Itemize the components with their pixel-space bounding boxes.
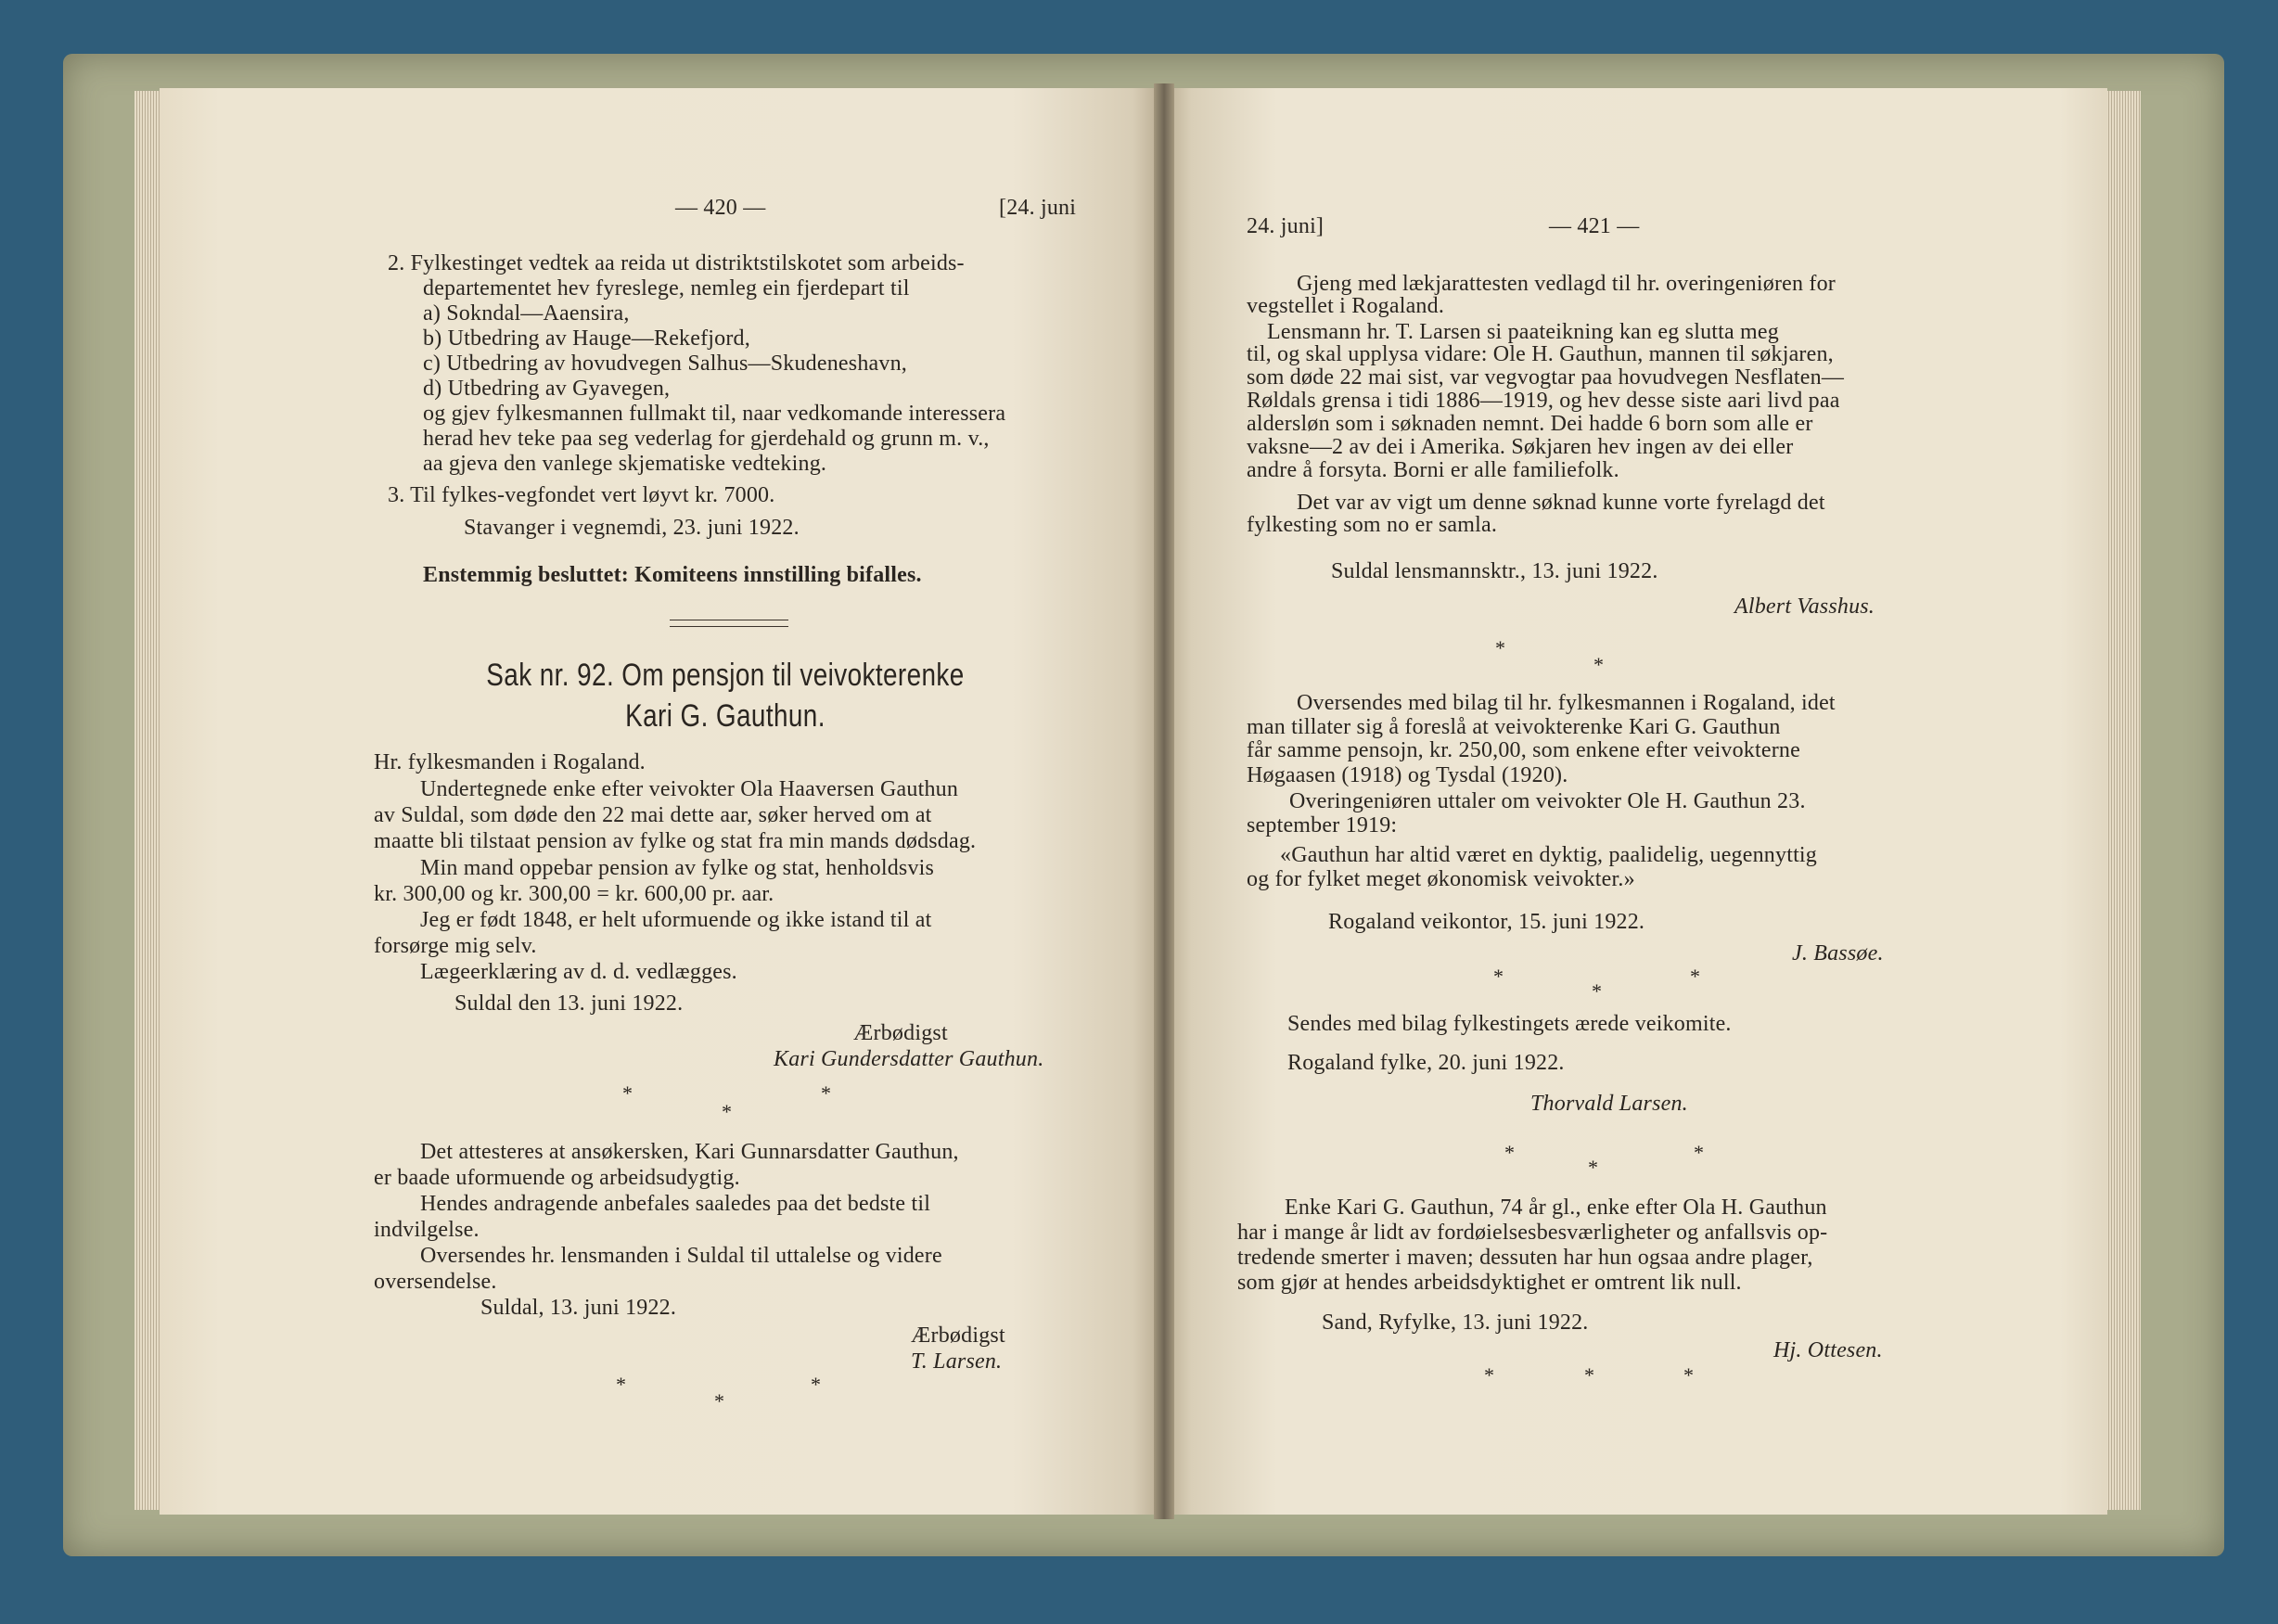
- para2-line: man tillater sig å foreslå at veivokterenke Kari G. Gauthun: [1247, 715, 1781, 739]
- book-gutter: [1154, 83, 1174, 1519]
- signature-2: J. Bassøe.: [1792, 941, 1884, 965]
- place-date-2: Rogaland veikontor, 15. juni 1922.: [1328, 910, 1645, 934]
- para4-line: som gjør at hendes arbeidsdyktighet er omtrent lik null.: [1237, 1271, 1742, 1295]
- item2-line: 2. Fylkestinget vedtek aa reida ut distriktstilskotet som arbeids-: [388, 251, 965, 275]
- letter-line: kr. 300,00 og kr. 300,00 = kr. 600,00 pr. aar.: [374, 882, 774, 906]
- para1-line: vaksne—2 av dei i Amerika. Søkjaren hev ingen av dei eller: [1247, 435, 1794, 459]
- item2-line: b) Utbedring av Hauge—Rekefjord,: [423, 326, 750, 351]
- para1-line: Det var av vigt um denne søknad kunne vorte fyrelagd det: [1297, 491, 1825, 515]
- para2-line: september 1919:: [1247, 813, 1398, 838]
- signature-1: Albert Vasshus.: [1734, 595, 1875, 619]
- letter-place-date: Suldal den 13. juni 1922.: [454, 991, 684, 1016]
- para1-line: Lensmann hr. T. Larsen si paateikning kan eg slutta meg: [1267, 320, 1779, 344]
- place-date-1: Suldal lensmannsktr., 13. juni 1922.: [1331, 559, 1658, 583]
- attest-line: indvilgelse.: [374, 1218, 480, 1242]
- para3-line: Sendes med bilag fylkestingets ærede veikomite.: [1287, 1012, 1732, 1036]
- letter-line: av Suldal, som døde den 22 mai dette aar, søker herved om at: [374, 803, 932, 827]
- para2-line: Høgaasen (1918) og Tysdal (1920).: [1247, 763, 1568, 787]
- star-mark: *: [616, 1373, 626, 1396]
- star-mark: *: [1588, 1156, 1598, 1179]
- para1-line: vegstellet i Rogaland.: [1247, 294, 1445, 318]
- attest-line: Hendes andragende anbefales saaledes paa det bedste til: [420, 1192, 931, 1216]
- letter-signature: Kari Gundersdatter Gauthun.: [774, 1047, 1044, 1071]
- para2-line: får samme pensojn, kr. 250,00, som enkene efter veivokterne: [1247, 738, 1800, 762]
- item2-line: aa gjeva den vanlege skjematiske vedteking.: [423, 452, 827, 476]
- letter-line: Undertegnede enke efter veivokter Ola Haaversen Gauthun: [420, 777, 959, 801]
- para1-line: til, og skal upplysa vidare: Ole H. Gauthun, mannen til søkjaren,: [1247, 342, 1834, 366]
- page-edges-right: [2104, 91, 2141, 1510]
- star-mark: *: [1690, 965, 1700, 988]
- left-header-date: [24. juni: [999, 196, 1077, 220]
- star-mark: *: [622, 1081, 633, 1105]
- star-mark: *: [1593, 653, 1604, 676]
- star-mark: *: [714, 1389, 724, 1413]
- page-edges-left: [134, 91, 162, 1510]
- para1-line: Røldals grensa i tidi 1886—1919, og hev desse siste aari livd paa: [1247, 389, 1840, 413]
- para2-line: Overingeniøren uttaler om veivokter Ole H. Gauthun 23.: [1289, 789, 1806, 813]
- sak-title: Kari G. Gauthun.: [625, 698, 825, 734]
- letter-line: Min mand oppebar pension av fylke og stat, henholdsvis: [420, 856, 935, 880]
- star-mark: *: [1504, 1141, 1515, 1164]
- star-mark: *: [821, 1081, 831, 1105]
- star-mark: *: [1484, 1363, 1494, 1387]
- attest-line: oversendelse.: [374, 1270, 497, 1294]
- item2-line: departementet hev fyreslege, nemleg ein fjerdepart til: [423, 276, 910, 301]
- item2-line: og gjev fylkesmannen fullmakt til, naar vedkomande interessera: [423, 402, 1006, 426]
- attest-signature: T. Larsen.: [911, 1349, 1003, 1374]
- letter-line: forsørge mig selv.: [374, 934, 537, 958]
- place-date-4: Sand, Ryfylke, 13. juni 1922.: [1322, 1311, 1589, 1335]
- attest-line: Oversendes hr. lensmanden i Suldal til uttalelse og videre: [420, 1244, 942, 1268]
- star-mark: *: [1584, 1363, 1594, 1387]
- letter-closing: Ærbødigst: [853, 1021, 948, 1045]
- left-page-number: — 420 —: [675, 196, 766, 220]
- para1-line: aldersløn som i søknaden nemnt. Dei hadde 6 born som alle er: [1247, 412, 1813, 436]
- item2-line: c) Utbedring av hovudvegen Salhus—Skudeneshavn,: [423, 352, 907, 376]
- para1-line: Gjeng med lækjarattesten vedlagd til hr. overingeniøren for: [1297, 272, 1836, 296]
- place-date-3: Rogaland fylke, 20. juni 1922.: [1287, 1051, 1565, 1075]
- letter-line: maatte bli tilstaat pension av fylke og stat fra min mands dødsdag.: [374, 829, 977, 853]
- star-mark: *: [1694, 1141, 1704, 1164]
- para4-line: har i mange år lidt av fordøielsesbesværligheter og anfallsvis op-: [1237, 1221, 1828, 1245]
- star-mark: *: [722, 1100, 732, 1123]
- star-mark: *: [1493, 965, 1504, 988]
- para2-line: og for fylket meget økonomisk veivokter.»: [1247, 867, 1635, 891]
- right-header-date: 24. juni]: [1247, 214, 1325, 238]
- right-page-number: — 421 —: [1549, 214, 1640, 238]
- para2-line: «Gauthun har altid været en dyktig, paalidelig, uegennyttig: [1280, 843, 1817, 867]
- para2-line: Oversendes med bilag til hr. fylkesmannen i Rogaland, idet: [1297, 691, 1836, 715]
- place-date: Stavanger i vegnemdi, 23. juni 1922.: [464, 516, 800, 540]
- resolution: Enstemmig besluttet: Komiteens innstilling bifalles.: [423, 563, 922, 587]
- attest-line: Det attesteres at ansøkersken, Kari Gunnarsdatter Gauthun,: [420, 1140, 959, 1164]
- item2-line: a) Sokndal—Aaensira,: [423, 301, 630, 326]
- para1-line: fylkesting som no er samla.: [1247, 513, 1498, 537]
- letter-line: Hr. fylkesmanden i Rogaland.: [374, 750, 646, 774]
- signature-4: Hj. Ottesen.: [1773, 1338, 1883, 1362]
- attest-line: er baade uformuende og arbeidsudygtig.: [374, 1166, 740, 1190]
- item2-line: herad hev teke paa seg vederlag for gjerdehald og grunn m. v.,: [423, 427, 990, 451]
- star-mark: *: [1495, 636, 1505, 659]
- separator-rule: [670, 626, 788, 627]
- star-mark: *: [1592, 979, 1602, 1003]
- item3-line: 3. Til fylkes-vegfondet vert løyvt kr. 7000.: [388, 483, 775, 507]
- para1-line: andre å forsyta. Borni er alle familiefolk.: [1247, 458, 1619, 482]
- star-mark: *: [811, 1373, 821, 1396]
- attest-closing: Ærbødigst: [911, 1323, 1005, 1348]
- letter-line: Lægeerklæring av d. d. vedlægges.: [420, 960, 737, 984]
- star-mark: *: [1683, 1363, 1694, 1387]
- para4-line: Enke Kari G. Gauthun, 74 år gl., enke efter Ola H. Gauthun: [1285, 1196, 1827, 1220]
- letter-line: Jeg er født 1848, er helt uformuende og ikke istand til at: [420, 908, 932, 932]
- item2-line: d) Utbedring av Gyavegen,: [423, 377, 671, 401]
- sak-title: Sak nr. 92. Om pensjon til veivokterenke: [486, 658, 965, 693]
- para4-line: tredende smerter i maven; dessuten har hun ogsaa andre plager,: [1237, 1246, 1813, 1270]
- attest-place-date: Suldal, 13. juni 1922.: [480, 1296, 677, 1320]
- signature-3: Thorvald Larsen.: [1530, 1092, 1688, 1116]
- para1-line: som døde 22 mai sist, var vegvogtar paa hovudvegen Nesflaten—: [1247, 365, 1845, 390]
